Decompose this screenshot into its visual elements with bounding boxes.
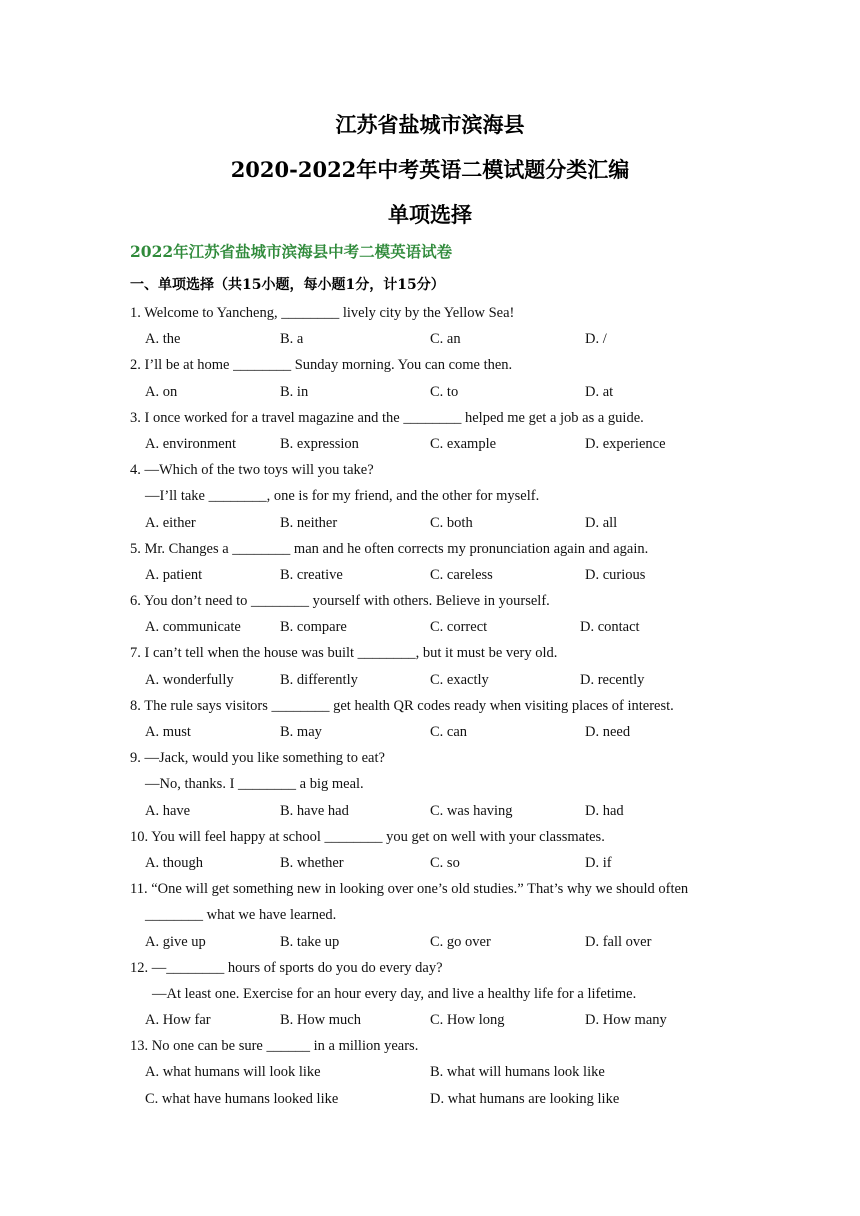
option-a: A. either (145, 514, 196, 531)
question-stem: 7. I can’t tell when the house was built ________, but it must be very old. (130, 645, 558, 662)
option-c: C. both (430, 514, 473, 531)
option-a: A. have (145, 802, 191, 819)
options-row (130, 562, 740, 588)
question-dialog-line: —I’ll take ________, one is for my friend, and the other for myself. (145, 488, 540, 505)
option-d: D. if (585, 854, 612, 871)
option-b: B. what will humans look like (430, 1064, 605, 1081)
option-a: A. How far (145, 1012, 211, 1029)
option-c: C. can (430, 724, 468, 740)
options-row (130, 1086, 740, 1112)
title-block (0, 102, 860, 237)
option-d: D. recently (580, 671, 645, 688)
option-d: D. / (585, 331, 607, 348)
question-dialog-line: —At least one. Exercise for an hour every day, and live a healthy life for a lifetime. (152, 985, 637, 1002)
option-c: C. so (430, 854, 460, 871)
option-a: A. what humans will look like (145, 1064, 321, 1081)
option-c: C. was having (430, 802, 513, 819)
option-b: B. whether (280, 854, 344, 871)
title-subject: 2020-2022年中考英语二模试题分类汇编 (230, 157, 630, 182)
option-d: D. contact (580, 619, 640, 636)
options-row (130, 798, 740, 824)
question-stem: 12. —________ hours of sports do you do every day? (130, 959, 443, 976)
question-stem-continued: ________ what we have learned. (145, 907, 337, 924)
option-a: A. give up (145, 933, 206, 950)
option-b: B. have had (280, 802, 349, 819)
option-b: B. creative (280, 566, 343, 583)
option-b: B. differently (280, 671, 358, 688)
option-a: A. though (145, 854, 203, 871)
options-row (130, 1059, 740, 1085)
options-row (130, 719, 740, 745)
options-row (130, 379, 740, 405)
option-b: B. may (280, 724, 322, 740)
question-list (130, 300, 740, 1112)
question-stem: 8. The rule says visitors ________ get health QR codes ready when visiting places of interest. (130, 697, 674, 714)
option-d: D. fall over (585, 933, 652, 950)
section-heading: 2022年江苏省盐城市滨海县中考二模英语试卷 (130, 242, 453, 261)
options-row (130, 667, 740, 693)
title-region: 江苏省盐城市滨海县 (335, 112, 525, 137)
question-stem: 5. Mr. Changes a ________ man and he often corrects my pronunciation again and again. (130, 540, 649, 557)
question-stem: 2. I’ll be at home ________ Sunday morning. You can come then. (130, 357, 513, 374)
option-d: D. curious (585, 566, 646, 583)
option-d: D. what humans are looking like (430, 1090, 620, 1107)
option-c: C. correct (430, 619, 488, 636)
options-row (130, 850, 740, 876)
option-d: D. had (585, 802, 624, 819)
part-heading: 一、单项选择（共15小题，每小题1分，计15分） (130, 277, 445, 293)
option-a: A. on (145, 383, 178, 400)
question-stem: 10. You will feel happy at school ________ you get on well with your classmates. (130, 828, 605, 845)
option-d: D. at (585, 383, 614, 400)
options-row (130, 1007, 740, 1033)
option-a: A. the (145, 331, 181, 348)
option-a: A. environment (145, 435, 237, 452)
question-stem: 11. “One will get something new in looking over one’s old studies.” That’s why we should often (130, 881, 689, 898)
option-c: C. exactly (430, 671, 489, 688)
option-b: B. a (280, 331, 304, 348)
option-a: A. wonderfully (145, 671, 234, 688)
options-row (130, 510, 740, 536)
option-d: D. experience (585, 435, 666, 452)
option-c: C. an (430, 331, 461, 348)
question-dialog-line: —No, thanks. I ________ a big meal. (145, 776, 364, 793)
option-c: C. to (430, 383, 459, 400)
question-stem: 13. No one can be sure ______ in a million years. (130, 1038, 419, 1055)
option-c: C. what have humans looked like (145, 1090, 339, 1107)
options-row (130, 326, 740, 352)
option-b: B. How much (280, 1012, 361, 1029)
question-stem: 1. Welcome to Yancheng, ________ lively city by the Yellow Sea! (130, 305, 515, 321)
option-c: C. go over (430, 933, 491, 950)
option-b: B. expression (280, 435, 359, 452)
question-stem: 9. —Jack, would you like something to eat? (130, 750, 385, 767)
option-d: D. How many (585, 1012, 667, 1029)
option-a: A. communicate (145, 619, 241, 636)
title-category: 单项选择 (388, 202, 472, 227)
option-c: C. example (430, 435, 497, 452)
option-a: A. must (145, 724, 191, 740)
option-b: B. take up (280, 933, 340, 950)
option-b: B. in (280, 383, 309, 400)
option-d: D. all (585, 514, 618, 531)
option-c: C. careless (430, 566, 493, 583)
options-row (130, 614, 740, 640)
question-stem: 6. You don’t need to ________ yourself with others. Believe in yourself. (130, 593, 550, 610)
option-d: D. need (585, 724, 631, 740)
options-row (130, 431, 740, 457)
option-a: A. patient (145, 566, 203, 583)
question-stem: 3. I once worked for a travel magazine and the ________ helped me get a job as a guide. (130, 409, 644, 426)
options-row (130, 929, 740, 955)
option-c: C. How long (430, 1012, 505, 1029)
question-stem: 4. —Which of the two toys will you take? (130, 462, 374, 479)
option-b: B. compare (280, 619, 347, 636)
option-b: B. neither (280, 514, 338, 531)
